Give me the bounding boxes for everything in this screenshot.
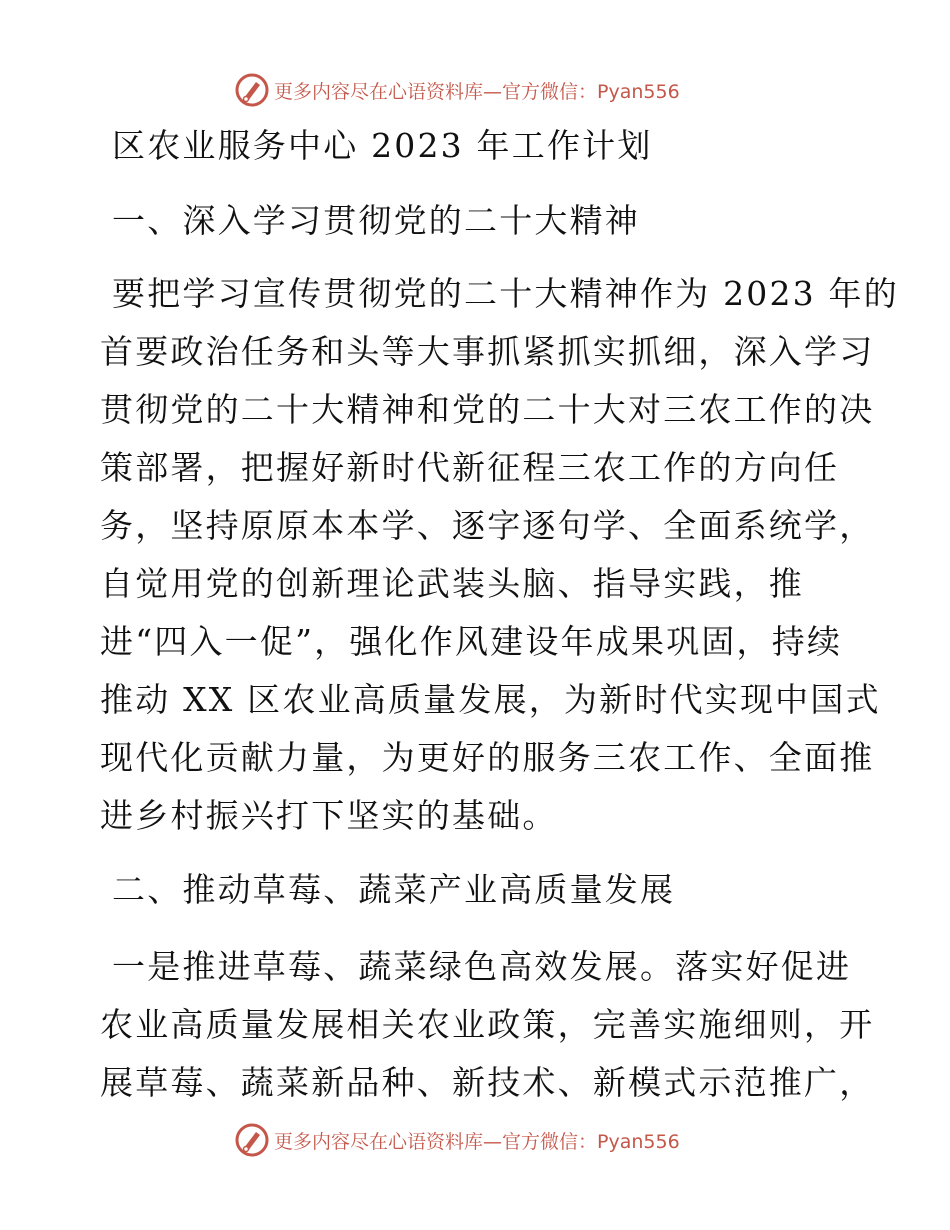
- footer-watermark: [234, 1120, 734, 1160]
- pen-seal-icon: [234, 72, 270, 108]
- pen-seal-icon: [234, 1122, 270, 1158]
- paragraph-line: 进乡村振兴打下坚实的基础。: [100, 796, 558, 835]
- paragraph-line: 现代化贡献力量，为更好的服务三农工作、全面推: [100, 738, 875, 777]
- paragraph-line: 进“四入一促”，强化作风建设年成果巩固，持续: [100, 622, 843, 661]
- paragraph-line: 首要政治任务和头等大事抓紧抓实抓细，深入学习: [100, 332, 875, 371]
- paragraph-line: 策部署，把握好新时代新征程三农工作的方向任: [100, 448, 840, 487]
- watermark-text: 更多内容尽在心语资料库—官方微信：Pyan556: [274, 80, 680, 103]
- paragraph-line: 展草莓、蔬菜新品种、新技术、新模式示范推广，: [100, 1063, 875, 1102]
- section-2-heading: 二、推动草莓、蔬菜产业高质量发展: [112, 870, 676, 909]
- watermark-text: 更多内容尽在心语资料库—官方微信：Pyan556: [274, 1130, 680, 1153]
- paragraph-line: 自觉用党的创新理论武装头脑、指导实践，推: [100, 564, 804, 603]
- paragraph-line: 要把学习宣传贯彻党的二十大精神作为 2023 年的: [112, 274, 899, 313]
- document-title: 区农业服务中心 2023 年工作计划: [112, 126, 653, 165]
- header-watermark: [234, 70, 734, 110]
- paragraph-line: 农业高质量发展相关农业政策，完善实施细则，开: [100, 1005, 875, 1044]
- paragraph-line: 一是推进草莓、蔬菜绿色高效发展。落实好促进: [112, 947, 852, 986]
- paragraph-line: 务，坚持原原本本学、逐字逐句学、全面系统学，: [100, 506, 875, 545]
- paragraph-line: 推动 XX 区农业高质量发展，为新时代实现中国式: [100, 680, 881, 719]
- section-1-heading: 一、深入学习贯彻党的二十大精神: [112, 201, 640, 240]
- paragraph-line: 贯彻党的二十大精神和党的二十大对三农工作的决: [100, 390, 875, 429]
